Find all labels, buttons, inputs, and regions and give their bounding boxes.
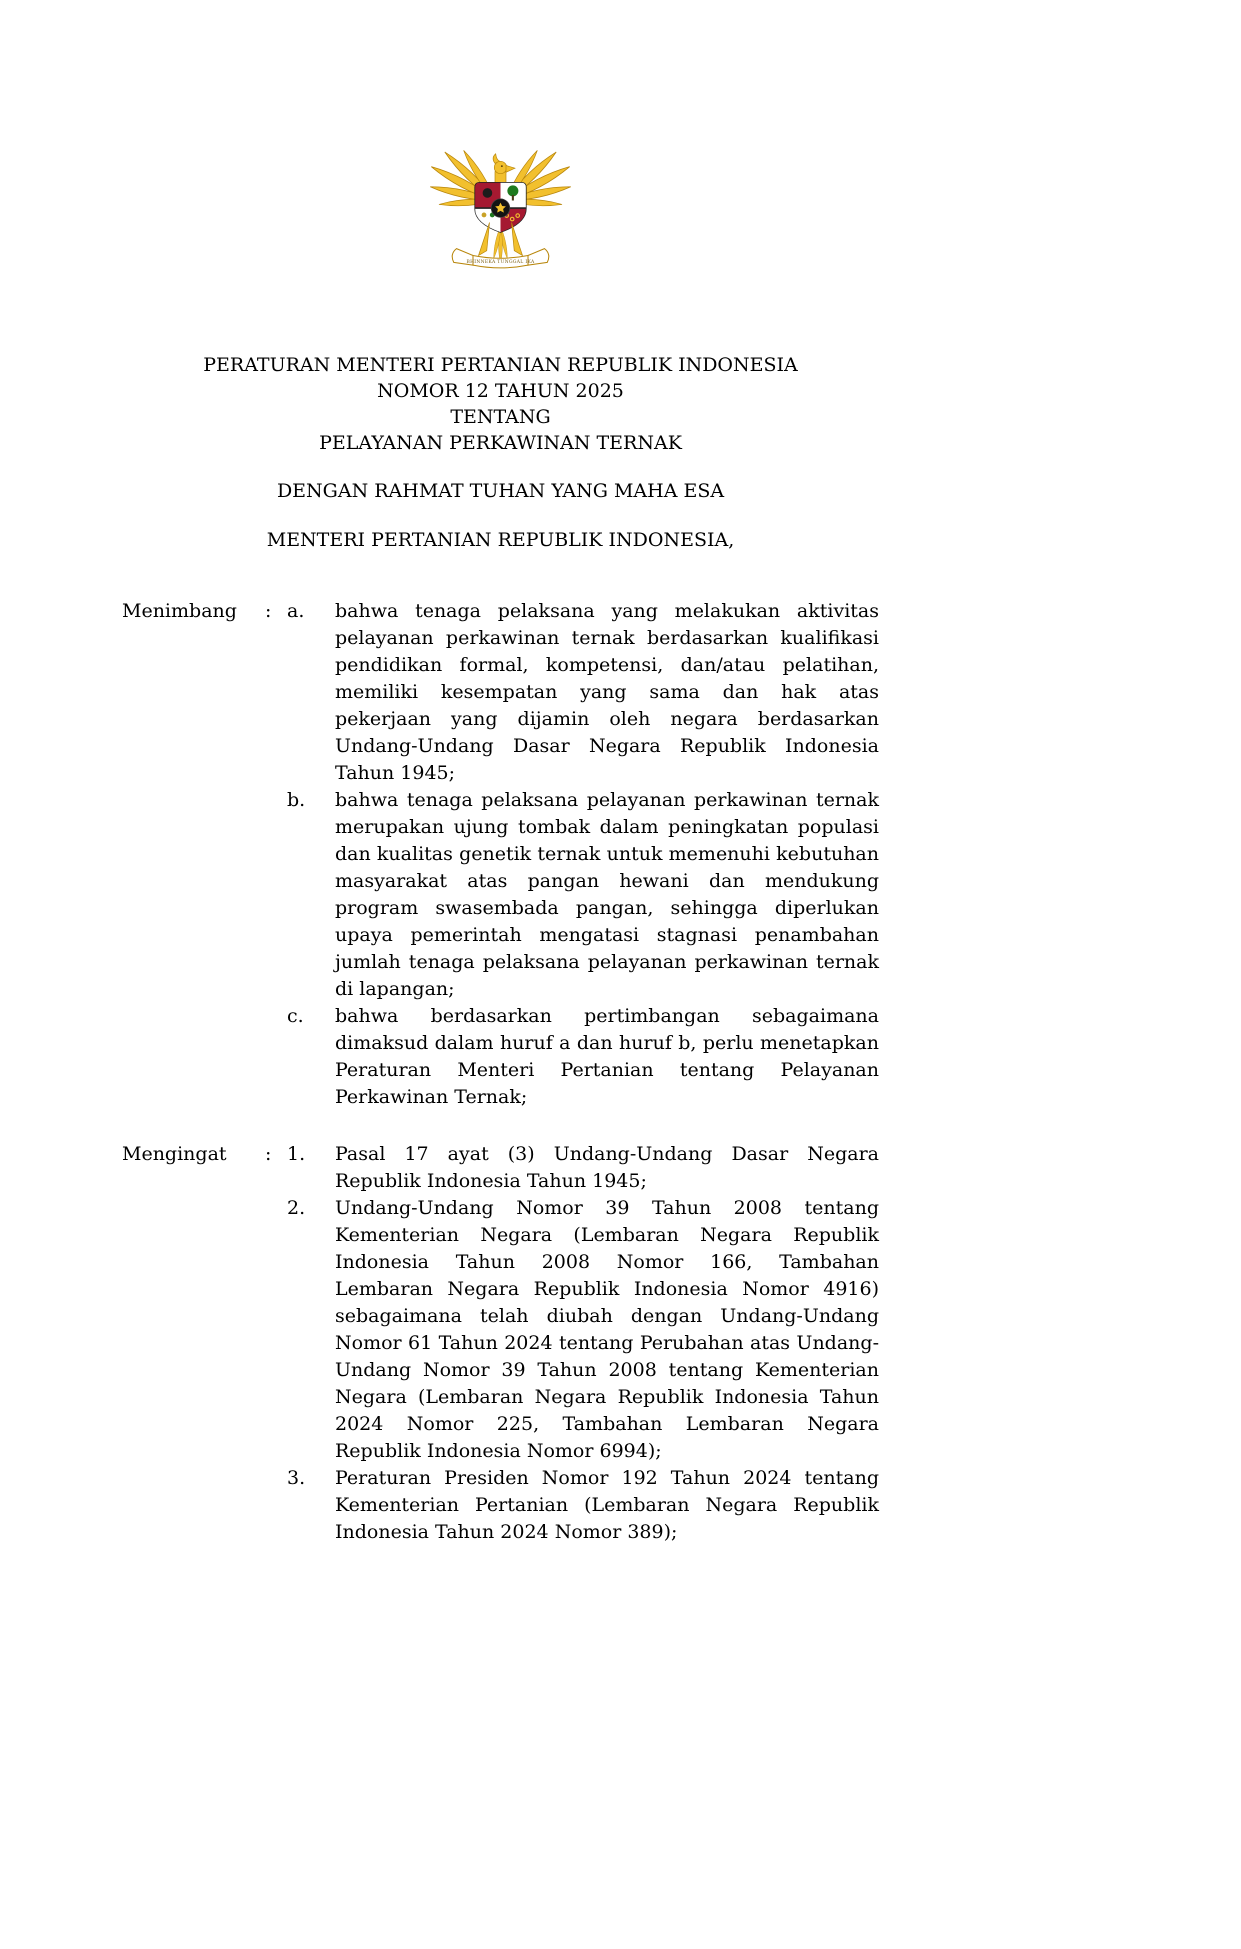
item-marker: c.: [287, 1004, 304, 1027]
item-marker: 3.: [287, 1466, 306, 1489]
menimbang-item-a: [287, 598, 879, 787]
garuda-pancasila-emblem: [418, 118, 583, 290]
mengingat-item-2: [287, 1195, 879, 1465]
invocation-line: DENGAN RAHMAT TUHAN YANG MAHA ESA: [276, 479, 725, 502]
regulation-subject: PELAYANAN PERKAWINAN TERNAK: [319, 431, 682, 454]
mengingat-label: Mengingat: [122, 1142, 227, 1165]
item-marker: b.: [287, 788, 306, 811]
mengingat-item-3: [287, 1465, 879, 1546]
item-text: Peraturan Presiden Nomor 192 Tahun 2024 tentang Kementerian Pertanian (Lembaran Negara Republik Indonesia Tahun 2024 Nomor 389);: [335, 1466, 879, 1543]
item-text: Undang-Undang Nomor 39 Tahun 2008 tentang Kementerian Negara (Lembaran Negara Republik Indonesia Tahun 2008 Nomor 166, Tambahan Lembaran Negara Republik Indonesia Nomor 4916) sebagaimana telah diubah dengan Undang-Undang Nomor 61 Tahun 2024 tentang Perubahan atas Undang-Undang Nomor 39 Tahun 2008 tentang Kementerian Negara (Lembaran Negara Republik Indonesia Tahun 2024 Nomor 225, Tambahan Lembaran Negara Republik Indonesia Nomor 6994);: [335, 1196, 879, 1462]
regulation-title: PERATURAN MENTERI PERTANIAN REPUBLIK INDONESIA: [203, 353, 798, 376]
menimbang-item-c: [287, 1003, 879, 1111]
item-marker: a.: [287, 599, 305, 622]
garuda-pancasila-icon: [418, 118, 583, 290]
item-marker: 1.: [287, 1142, 306, 1165]
document-title-block: [122, 352, 879, 456]
item-text: bahwa tenaga pelaksana pelayanan perkawinan ternak merupakan ujung tombak dalam peningkatan populasi dan kualitas genetik ternak untuk memenuhi kebutuhan masyarakat atas pangan hewani dan mendukung program swasembada pangan, sehingga diperlukan upaya pemerintah mengatasi stagnasi penambahan jumlah tenaga pelaksana pelayanan perkawinan ternak di lapangan;: [335, 788, 879, 1000]
motto-text: BHINNEKA TUNGGAL IKA: [466, 260, 535, 266]
mengingat-colon: :: [265, 1142, 272, 1165]
item-text: bahwa tenaga pelaksana yang melakukan aktivitas pelayanan perkawinan ternak berdasarkan kualifikasi pendidikan formal, kompetensi, dan/atau pelatihan, memiliki kesempatan yang sama dan hak atas pekerjaan yang dijamin oleh negara berdasarkan Undang-Undang Dasar Negara Republik Indonesia Tahun 1945;: [335, 599, 879, 784]
menimbang-colon: :: [265, 599, 272, 622]
mengingat-items: [287, 1141, 879, 1546]
item-text: Pasal 17 ayat (3) Undang-Undang Dasar Negara Republik Indonesia Tahun 1945;: [335, 1142, 879, 1192]
issuer-line: MENTERI PERTANIAN REPUBLIK INDONESIA,: [266, 528, 735, 551]
tentang-label: TENTANG: [450, 405, 551, 428]
menimbang-section: [122, 598, 879, 1111]
pancasila-shield: [475, 183, 526, 236]
menimbang-item-b: [287, 787, 879, 1003]
mengingat-section: [122, 1141, 879, 1546]
menimbang-items: [287, 598, 879, 1111]
mengingat-item-1: [287, 1141, 879, 1195]
item-text: bahwa berdasarkan pertimbangan sebagaimana dimaksud dalam huruf a dan huruf b, perlu menetapkan Peraturan Menteri Pertanian tentang Pelayanan Perkawinan Ternak;: [335, 1004, 879, 1108]
regulation-number: NOMOR 12 TAHUN 2025: [377, 379, 624, 402]
item-marker: 2.: [287, 1196, 306, 1219]
menimbang-label: Menimbang: [122, 599, 237, 622]
